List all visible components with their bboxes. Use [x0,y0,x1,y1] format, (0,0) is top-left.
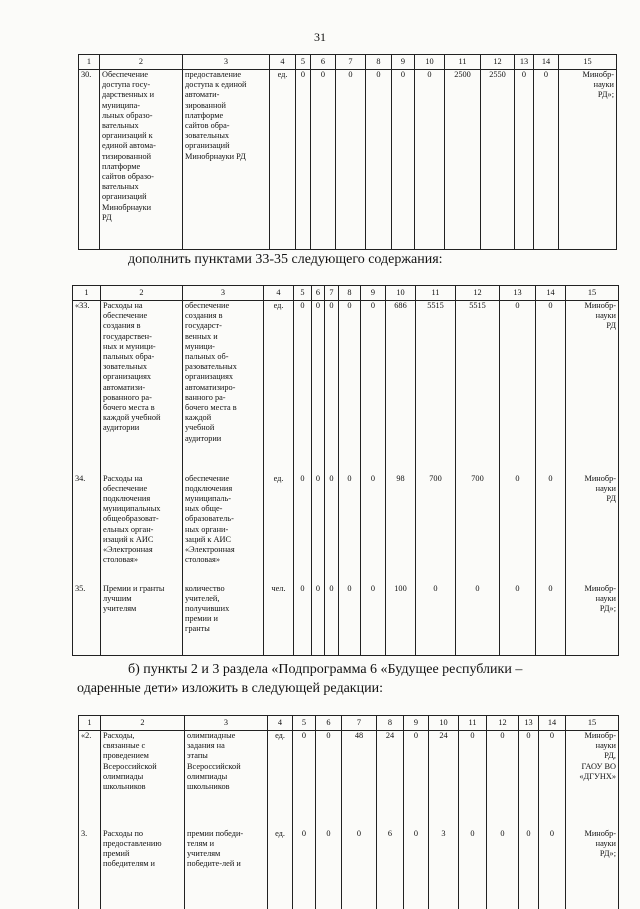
row-number: 35. [73,584,101,656]
row-value-col7: 0 [325,474,339,584]
row-value-col14: 0 [536,301,566,474]
header-col-1: 1 [79,716,101,731]
section-heading-replace-items-line1: б) пункты 2 и 3 раздела «Подпрограмма 6 «Будущее республики – [128,662,523,677]
header-col-10: 10 [429,716,459,731]
table-header-row [73,286,619,301]
row-number: 30. [79,70,100,250]
row-value-col5: 0 [294,301,312,474]
header-col-12: 12 [456,286,500,301]
header-col-8: 8 [377,716,404,731]
row-unit: ед. [270,70,296,250]
section-heading-add-items: дополнить пунктами 33-35 следующего содержания: [128,252,443,267]
row-value-col12: 5515 [456,301,500,474]
row-value-col10: 98 [386,474,416,584]
row-number: 3. [79,829,101,909]
row-value-col6: 0 [311,70,336,250]
header-col-10: 10 [415,55,445,70]
header-col-13: 13 [519,716,539,731]
row-value-col11: 0 [459,731,487,829]
row-customer: Минобр- науки РД, ГАОУ ВО «ДГУНХ» [566,731,619,829]
row-value-col6: 0 [312,584,325,656]
row-value-col14: 0 [539,731,566,829]
header-col-4: 4 [270,55,296,70]
table-row [73,301,619,474]
row-expense-name: Расходы по предоставлению премий победителям и [101,829,185,909]
header-col-13: 13 [500,286,536,301]
header-col-14: 14 [536,286,566,301]
row-value-col7: 0 [336,70,366,250]
row-unit: ед. [268,731,293,829]
header-col-2: 2 [101,286,183,301]
row-value-col6: 0 [312,474,325,584]
header-col-1: 1 [73,286,101,301]
row-value-col14: 0 [536,584,566,656]
table-items-33-35 [72,285,619,656]
header-col-8: 8 [339,286,361,301]
row-indicator: обеспечение создания в государст- венных и муници- пальных об- разовательных организациях автоматизиро- ванного ра- бочего места в каждой учебной аудитории [183,301,264,474]
row-number: «2. [79,731,101,829]
row-value-col8: 6 [377,829,404,909]
row-value-col10: 100 [386,584,416,656]
table-item-30 [78,54,617,250]
header-col-11: 11 [445,55,481,70]
row-customer: Минобр- науки РД [566,474,619,584]
header-col-7: 7 [336,55,366,70]
row-value-col5: 0 [293,731,316,829]
row-number: «33. [73,301,101,474]
row-value-col12: 0 [487,731,519,829]
table-header-row [79,716,619,731]
header-col-5: 5 [294,286,312,301]
row-unit: ед. [264,474,294,584]
header-col-4: 4 [264,286,294,301]
row-value-col13: 0 [515,70,534,250]
row-expense-name: Премии и гранты лучшим учителям [101,584,183,656]
row-value-col12: 0 [487,829,519,909]
row-value-col8: 0 [339,474,361,584]
header-col-9: 9 [404,716,429,731]
row-value-col8: 24 [377,731,404,829]
row-customer: Минобр- науки РД»; [559,70,617,250]
row-value-col12: 0 [456,584,500,656]
header-col-12: 12 [487,716,519,731]
row-value-col5: 0 [293,829,316,909]
table-row [79,829,619,909]
table-header-row [79,55,617,70]
row-value-col7: 0 [325,584,339,656]
section-heading-replace-items-line2: одаренные дети» изложить в следующей редакции: [77,681,383,696]
row-value-col5: 0 [296,70,311,250]
row-expense-name: Расходы на обеспечение создания в государствен- ных и муници- пальных обра- зовательных организациях автоматизи- рованного ра- бочего места в каждой учебной аудитории [101,301,183,474]
row-value-col14: 0 [536,474,566,584]
header-col-2: 2 [101,716,185,731]
header-col-6: 6 [316,716,342,731]
row-expense-name: Расходы на обеспечение подключения муниципальных общеобразоват- ельных орган- изаций к АИС «Электронная столовая» [101,474,183,584]
header-col-3: 3 [183,286,264,301]
row-value-col11: 5515 [416,301,456,474]
row-indicator: предоставление доступа к единой автомати- зированной платформе сайтов обра- зовательных организаций Минобрнауки РД [183,70,270,250]
table-subprogram6-items [78,715,619,909]
header-col-12: 12 [481,55,515,70]
row-value-col7: 48 [342,731,377,829]
row-value-col8: 0 [366,70,392,250]
row-number: 34. [73,474,101,584]
row-value-col11: 2500 [445,70,481,250]
row-value-col5: 0 [294,474,312,584]
row-value-col12: 700 [456,474,500,584]
header-col-5: 5 [293,716,316,731]
row-unit: чел. [264,584,294,656]
row-value-col9: 0 [361,301,386,474]
row-value-col6: 0 [312,301,325,474]
row-indicator: олимпиадные задания на этапы Всероссийской олимпиады школьников [185,731,268,829]
row-value-col11: 0 [416,584,456,656]
row-value-col13: 0 [500,474,536,584]
header-col-15: 15 [566,716,619,731]
header-col-3: 3 [183,55,270,70]
header-col-15: 15 [566,286,619,301]
header-col-7: 7 [342,716,377,731]
row-indicator: количество учителей, получивших премии и гранты [183,584,264,656]
row-value-col10: 686 [386,301,416,474]
row-indicator: обеспечение подключения муниципаль- ных обще- образователь- ных органи- заций к АИС «Электронная столовая» [183,474,264,584]
header-col-11: 11 [459,716,487,731]
header-col-4: 4 [268,716,293,731]
row-value-col7: 0 [342,829,377,909]
header-col-5: 5 [296,55,311,70]
header-col-10: 10 [386,286,416,301]
row-unit: ед. [264,301,294,474]
table-row [73,474,619,584]
row-value-col13: 0 [519,829,539,909]
row-unit: ед. [268,829,293,909]
table-row [73,584,619,656]
row-value-col7: 0 [325,301,339,474]
row-expense-name: Расходы, связанные с проведением Всероссийской олимпиады школьников [101,731,185,829]
row-value-col13: 0 [500,301,536,474]
row-value-col6: 0 [316,829,342,909]
row-value-col9: 0 [361,474,386,584]
header-col-6: 6 [312,286,325,301]
header-col-14: 14 [539,716,566,731]
header-col-1: 1 [79,55,100,70]
row-expense-name: Обеспечение доступа госу- дарственных и муниципа- льных образо- вательных организаций к единой автома- тизированной платформе сайтов образо- вательных организаций Минобрнауки РД [100,70,183,250]
header-col-6: 6 [311,55,336,70]
row-value-col10: 0 [415,70,445,250]
row-value-col10: 3 [429,829,459,909]
row-value-col9: 0 [392,70,415,250]
row-value-col13: 0 [500,584,536,656]
row-value-col11: 700 [416,474,456,584]
row-value-col9: 0 [404,829,429,909]
table-row [79,731,619,829]
header-col-8: 8 [366,55,392,70]
row-value-col12: 2550 [481,70,515,250]
header-col-2: 2 [100,55,183,70]
row-value-col6: 0 [316,731,342,829]
row-customer: Минобр- науки РД [566,301,619,474]
row-indicator: премии победи- телям и учителям победите-лей и [185,829,268,909]
header-col-11: 11 [416,286,456,301]
header-col-7: 7 [325,286,339,301]
row-value-col5: 0 [294,584,312,656]
row-value-col14: 0 [539,829,566,909]
row-customer: Минобр- науки РД»; [566,584,619,656]
row-value-col11: 0 [459,829,487,909]
header-col-15: 15 [559,55,617,70]
row-value-col8: 0 [339,301,361,474]
header-col-3: 3 [185,716,268,731]
row-value-col13: 0 [519,731,539,829]
header-col-9: 9 [361,286,386,301]
row-value-col14: 0 [534,70,559,250]
header-col-14: 14 [534,55,559,70]
row-customer: Минобр- науки РД»; [566,829,619,909]
row-value-col8: 0 [339,584,361,656]
header-col-9: 9 [392,55,415,70]
row-value-col9: 0 [361,584,386,656]
row-value-col10: 24 [429,731,459,829]
table-row [79,70,617,250]
page-number: 31 [314,30,326,44]
row-value-col9: 0 [404,731,429,829]
header-col-13: 13 [515,55,534,70]
